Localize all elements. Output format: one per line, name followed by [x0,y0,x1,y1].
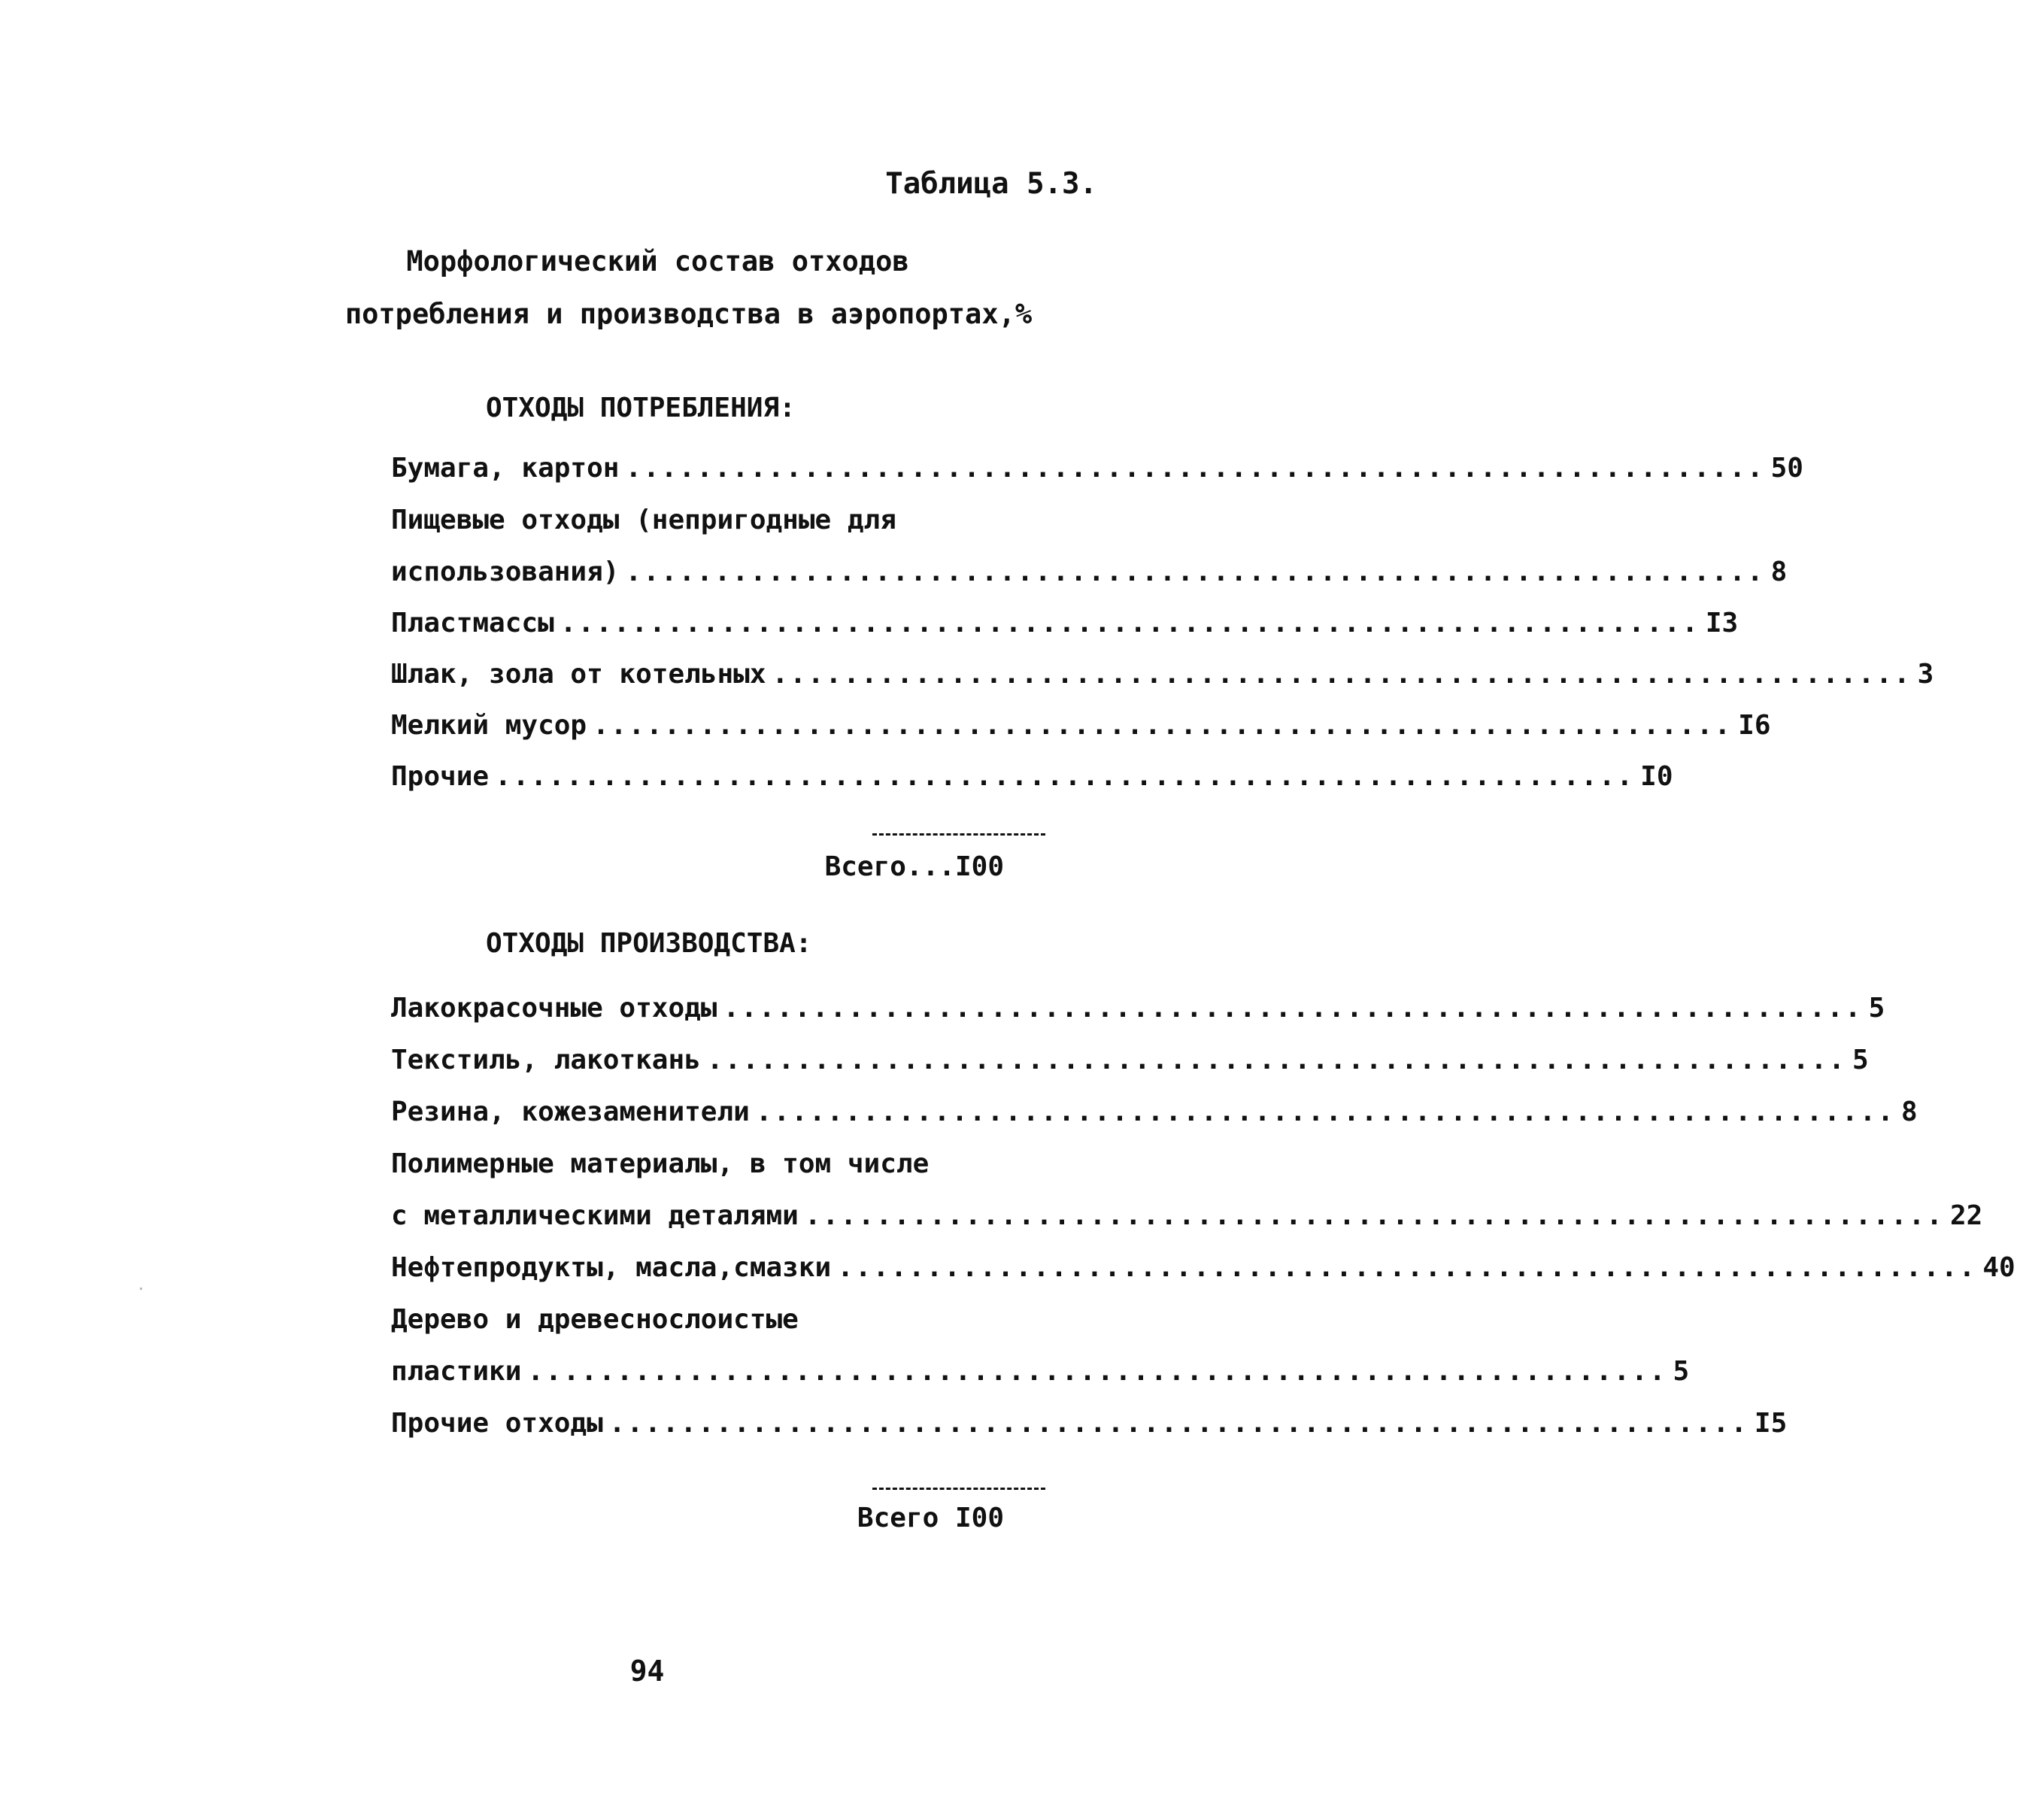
consumption-total: Всего...I00 [824,851,1004,882]
row-value: I0 [1640,761,1673,792]
row-value: 40 [1982,1252,2015,1283]
production-row [391,1252,2015,1287]
row-label: Прочие отходы [391,1408,603,1439]
consumption-row [391,608,1739,642]
total-rule [872,1488,1045,1490]
dot-leader: ................................................................ [625,453,1765,484]
row-label: Лакокрасочные отходы [391,993,717,1024]
row-label: с металлическими деталями [391,1200,799,1231]
production-row [391,1200,1983,1235]
consumption-row [391,453,1803,487]
dot-leader: ................................................................ [706,1045,1846,1075]
dot-leader: ................................................................ [755,1097,1895,1127]
row-label: Мелкий мусор [391,710,587,741]
dot-leader: ................................................................ [560,608,1700,639]
row-value: 50 [1770,453,1803,484]
table-title-line-2: потребления и производства в аэропортах,% [344,298,1033,330]
dot-leader: ................................................................ [527,1356,1667,1387]
row-label: Бумага, картон [391,453,620,484]
total-rule [872,833,1045,836]
consumption-row [391,505,985,539]
dot-leader: ................................................................ [625,557,1765,587]
row-label: пластики [391,1356,522,1387]
consumption-row [391,557,1788,591]
row-label: Нефтепродукты, масла,смазки [391,1252,832,1283]
dot-leader: ................................................................ [495,761,1635,792]
production-heading: ОТХОДЫ ПРОИЗВОДСТВА: [486,928,812,959]
row-value: I3 [1705,608,1739,639]
row-value: 22 [1949,1200,1983,1231]
row-label: Полимерные материалы, в том числе [391,1148,930,1179]
production-total: Всего I00 [857,1503,1004,1533]
scan-speck [140,1288,142,1290]
production-row [391,1304,985,1339]
dot-leader: ................................................................ [837,1252,1977,1283]
row-label: Шлак, зола от котельных [391,659,766,690]
consumption-row [391,761,1673,796]
consumption-row [391,659,1934,693]
row-label: Пластмассы [391,608,554,639]
dot-leader: ................................................................ [593,710,1733,741]
row-value: 5 [1868,993,1885,1024]
production-row [391,1045,1869,1079]
production-row [391,1097,1918,1131]
row-value: 8 [1770,557,1788,587]
production-row [391,1148,985,1183]
row-value: 8 [1900,1097,1918,1127]
row-label: Пищевые отходы (непригодные для [391,505,896,535]
row-label: использования) [391,557,620,587]
consumption-heading: ОТХОДЫ ПОТРЕБЛЕНИЯ: [486,393,796,423]
page-number: 94 [629,1655,665,1688]
production-row [391,1408,1788,1442]
production-row [391,1356,1690,1391]
row-label: Дерево и древеснослоистые [391,1304,799,1335]
dot-leader: ................................................................ [608,1408,1749,1439]
row-value: 5 [1852,1045,1869,1075]
row-label: Текстиль, лакоткань [391,1045,701,1075]
production-row [391,993,1885,1027]
dot-leader: ................................................................ [723,993,1863,1024]
row-value: 5 [1673,1356,1690,1387]
consumption-row [391,710,1771,745]
dot-leader: ................................................................ [772,659,1912,690]
row-value: 3 [1917,659,1934,690]
row-value: I6 [1738,710,1771,741]
dot-leader: ................................................................ [804,1200,1944,1231]
table-title-line-1: Морфологический состав отходов [406,245,909,278]
row-label: Резина, кожезаменители [391,1097,750,1127]
row-label: Прочие [391,761,490,792]
table-label: Таблица 5.3. [885,167,1097,201]
row-value: I5 [1754,1408,1788,1439]
